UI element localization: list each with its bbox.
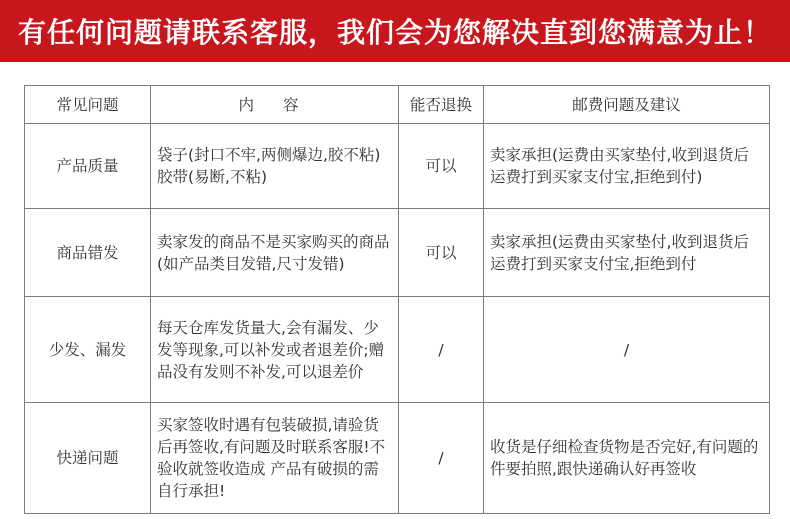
row-content: 袋子(封口不牢,两侧爆边,胶不粘) 胶带(易断,不粘) [151, 124, 399, 209]
faq-table [24, 85, 770, 514]
row-question: 少发、漏发 [25, 297, 151, 403]
row-shipping: 卖家承担(运费由买家垫付,收到退货后运费打到买家支付宝,拒绝到付 [484, 209, 770, 297]
table-row [25, 209, 770, 297]
header-return: 能否退换 [399, 86, 484, 124]
header-question: 常见问题 [25, 86, 151, 124]
table-header-row [25, 86, 770, 124]
row-content: 买家签收时遇有包装破损,请验货后再签收,有问题及时联系客服!不验收就签收造成 产品有破损的需自行承担! [151, 403, 399, 514]
banner-title: 有任何问题请联系客服，我们会为您解决直到您满意为止！ [0, 0, 790, 62]
row-question: 商品错发 [25, 209, 151, 297]
row-return: / [399, 403, 484, 514]
row-return: 可以 [399, 124, 484, 209]
row-shipping: 收货是仔细检查货物是否完好,有问题的件要拍照,跟快递确认好再签收 [484, 403, 770, 514]
row-content: 卖家发的商品不是买家购买的商品(如产品类目发错,尺寸发错) [151, 209, 399, 297]
table-row [25, 297, 770, 403]
row-shipping: 卖家承担(运费由买家垫付,收到退货后运费打到买家支付宝,拒绝到付) [484, 124, 770, 209]
row-shipping: / [484, 297, 770, 403]
table-row [25, 403, 770, 514]
row-return: 可以 [399, 209, 484, 297]
row-return: / [399, 297, 484, 403]
header-content: 内 容 [151, 86, 399, 124]
row-question: 快递问题 [25, 403, 151, 514]
table-row [25, 124, 770, 209]
row-content: 每天仓库发货量大,会有漏发、少发等现象,可以补发或者退差价;赠品没有发则不补发,可以退差价 [151, 297, 399, 403]
row-question: 产品质量 [25, 124, 151, 209]
header-shipping: 邮费问题及建议 [484, 86, 770, 124]
